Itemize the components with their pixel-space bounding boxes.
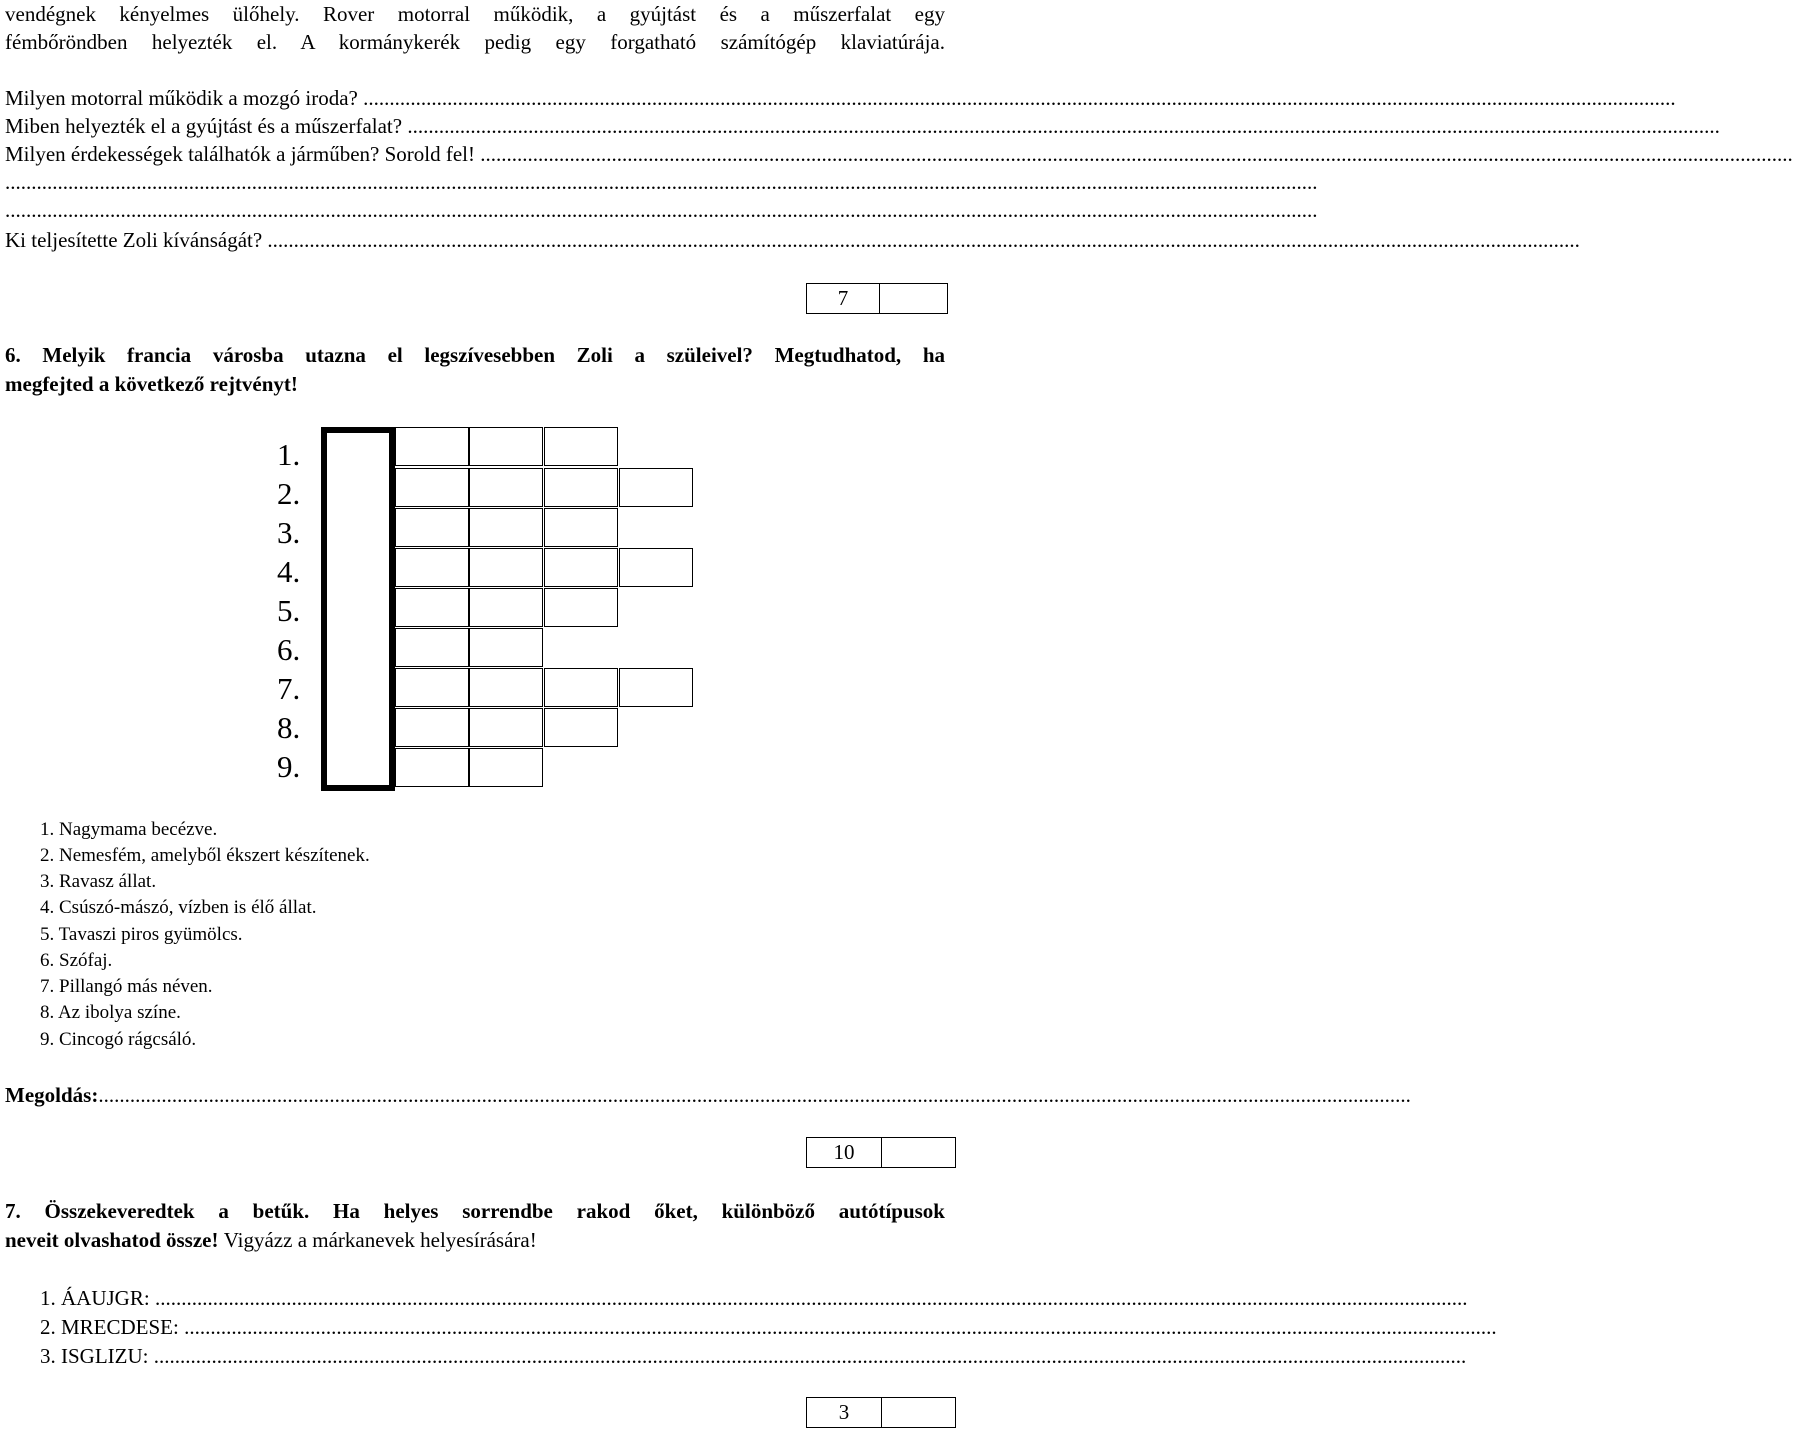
task7-title-bold: neveit olvashatod össze! bbox=[5, 1228, 224, 1252]
solution-line bbox=[5, 1081, 1411, 1109]
crossword-row-number: 9. bbox=[277, 749, 301, 784]
anagram-answer-dots[interactable]: .......................................................................................................................................................................................................................................................... bbox=[153, 1344, 1467, 1368]
clue-item: 2. Nemesfém, amelyből ékszert készítenek. bbox=[40, 845, 370, 866]
crossword-cell[interactable] bbox=[619, 468, 693, 507]
crossword-row-number: 7. bbox=[277, 671, 301, 706]
crossword-cell[interactable] bbox=[395, 508, 469, 547]
crossword-cell[interactable] bbox=[469, 588, 543, 627]
crossword-solution-column[interactable] bbox=[321, 427, 395, 791]
crossword-cell[interactable] bbox=[395, 628, 469, 667]
crossword-row-number: 6. bbox=[277, 632, 301, 667]
crossword-cell[interactable] bbox=[395, 427, 469, 466]
anagram-answer-dots[interactable]: .......................................................................................................................................................................................................................................................... bbox=[154, 1286, 1468, 1310]
crossword-cell[interactable] bbox=[395, 548, 469, 587]
crossword-cell[interactable] bbox=[469, 427, 543, 466]
clue-item: 1. Nagymama becézve. bbox=[40, 819, 218, 840]
clue-item: 3. Ravasz állat. bbox=[40, 871, 157, 892]
crossword-cell[interactable] bbox=[544, 588, 618, 627]
question-text: Milyen érdekességek találhatók a járműben? Sorold fel! bbox=[5, 142, 481, 166]
crossword-row-number: 1. bbox=[277, 437, 301, 472]
task7-title-note: Vigyázz a márkanevek helyesírására! bbox=[223, 1228, 537, 1252]
answer-dots[interactable]: .......................................................................................................................................................................................................................................................... bbox=[363, 86, 1676, 110]
crossword-cell[interactable] bbox=[395, 748, 469, 787]
answer-line-extra-2 bbox=[5, 196, 1318, 224]
score-box-task6 bbox=[806, 1137, 956, 1168]
crossword-cell[interactable] bbox=[544, 548, 618, 587]
question-engine bbox=[5, 84, 1676, 112]
answer-line-extra-1 bbox=[5, 168, 1318, 196]
task7-title-line-2 bbox=[5, 1226, 537, 1255]
answer-dots[interactable]: .......................................................................................................................................................................................................................................................... bbox=[5, 170, 1318, 194]
earned-points-field[interactable] bbox=[881, 1138, 955, 1167]
crossword-cell[interactable] bbox=[395, 588, 469, 627]
clue-item: 8. Az ibolya színe. bbox=[40, 1002, 181, 1023]
crossword-cell[interactable] bbox=[469, 708, 543, 747]
crossword-row-number: 8. bbox=[277, 710, 301, 745]
solution-label: Megoldás: bbox=[5, 1083, 99, 1107]
crossword-row-number: 3. bbox=[277, 515, 301, 550]
answer-dots[interactable]: .......................................................................................................................................................................................................................................................... bbox=[5, 198, 1318, 222]
clue-item: 9. Cincogó rágcsáló. bbox=[40, 1029, 197, 1050]
crossword-row-number: 4. bbox=[277, 554, 301, 589]
anagram-item bbox=[40, 1342, 1467, 1370]
question-text: Ki teljesítette Zoli kívánságát? bbox=[5, 228, 268, 252]
anagram-item bbox=[40, 1313, 1497, 1341]
intro-line-1: vendégnek kényelmes ülőhely. Rover motorral működik, a gyújtást és a műszerfalat egy bbox=[5, 2, 945, 26]
crossword-cell[interactable] bbox=[544, 427, 618, 466]
crossword-cell[interactable] bbox=[469, 548, 543, 587]
anagram-text: 2. MRECDESE: bbox=[40, 1315, 185, 1339]
intro-line-2: fémbőröndben helyezték el. A kormánykerék pedig egy forgatható számítógép klaviatúrája. bbox=[5, 30, 945, 54]
question-who-fulfilled bbox=[5, 226, 1580, 254]
clue-item: 7. Pillangó más néven. bbox=[40, 976, 213, 997]
crossword-cell[interactable] bbox=[544, 708, 618, 747]
crossword-cell[interactable] bbox=[619, 548, 693, 587]
answer-dots[interactable]: .......................................................................................................................................................................................................................................................... bbox=[267, 228, 1580, 252]
earned-points-field[interactable] bbox=[881, 1398, 955, 1427]
anagram-item bbox=[40, 1284, 1468, 1312]
earned-points-field[interactable] bbox=[879, 284, 947, 313]
question-text: Milyen motorral működik a mozgó iroda? bbox=[5, 86, 364, 110]
crossword-cell[interactable] bbox=[544, 668, 618, 707]
crossword-cell[interactable] bbox=[469, 748, 543, 787]
task6-title-line-2: megfejted a következő rejtvényt! bbox=[5, 372, 298, 396]
crossword-cell[interactable] bbox=[395, 708, 469, 747]
task6-title-line-1: 6. Melyik francia városba utazna el legszívesebben Zoli a szüleivel? Megtudhatod, ha bbox=[5, 343, 945, 367]
task7-title-line-1: 7. Összekeveredtek a betűk. Ha helyes sorrendbe rakod őket, különböző autótípusok bbox=[5, 1199, 945, 1223]
crossword-cell[interactable] bbox=[619, 668, 693, 707]
crossword-cell[interactable] bbox=[469, 668, 543, 707]
crossword-cell[interactable] bbox=[395, 468, 469, 507]
clue-item: 6. Szófaj. bbox=[40, 950, 113, 971]
max-points: 7 bbox=[837, 286, 849, 310]
score-box-task5 bbox=[806, 283, 948, 314]
answer-dots[interactable]: .......................................................................................................................................................................................................................................................... bbox=[407, 114, 1720, 138]
clue-item: 4. Csúszó-mászó, vízben is élő állat. bbox=[40, 897, 317, 918]
question-text: Miben helyezték el a gyújtást és a műszerfalat? bbox=[5, 114, 408, 138]
page-number: 3 bbox=[838, 1400, 850, 1424]
question-curiosities bbox=[5, 140, 1793, 168]
anagram-answer-dots[interactable]: .......................................................................................................................................................................................................................................................... bbox=[184, 1315, 1497, 1339]
crossword-cell[interactable] bbox=[544, 508, 618, 547]
crossword-row-number: 5. bbox=[277, 593, 301, 628]
crossword-cell[interactable] bbox=[469, 628, 543, 667]
crossword-cell[interactable] bbox=[469, 508, 543, 547]
crossword-cell[interactable] bbox=[544, 468, 618, 507]
max-points: 10 bbox=[833, 1140, 855, 1164]
crossword-cell[interactable] bbox=[469, 468, 543, 507]
answer-dots[interactable]: .......................................................................................................................................................................................................................................................... bbox=[480, 142, 1793, 166]
crossword-cell[interactable] bbox=[395, 668, 469, 707]
anagram-text: 3. ISGLIZU: bbox=[40, 1344, 154, 1368]
clue-item: 5. Tavaszi piros gyümölcs. bbox=[40, 924, 243, 945]
crossword-row-number: 2. bbox=[277, 476, 301, 511]
solution-dots[interactable]: .......................................................................................................................................................................................................................................................... bbox=[98, 1083, 1411, 1107]
anagram-text: 1. ÁAUJGR: bbox=[40, 1286, 155, 1310]
question-ignition bbox=[5, 112, 1720, 140]
score-box-task7 bbox=[806, 1397, 956, 1428]
